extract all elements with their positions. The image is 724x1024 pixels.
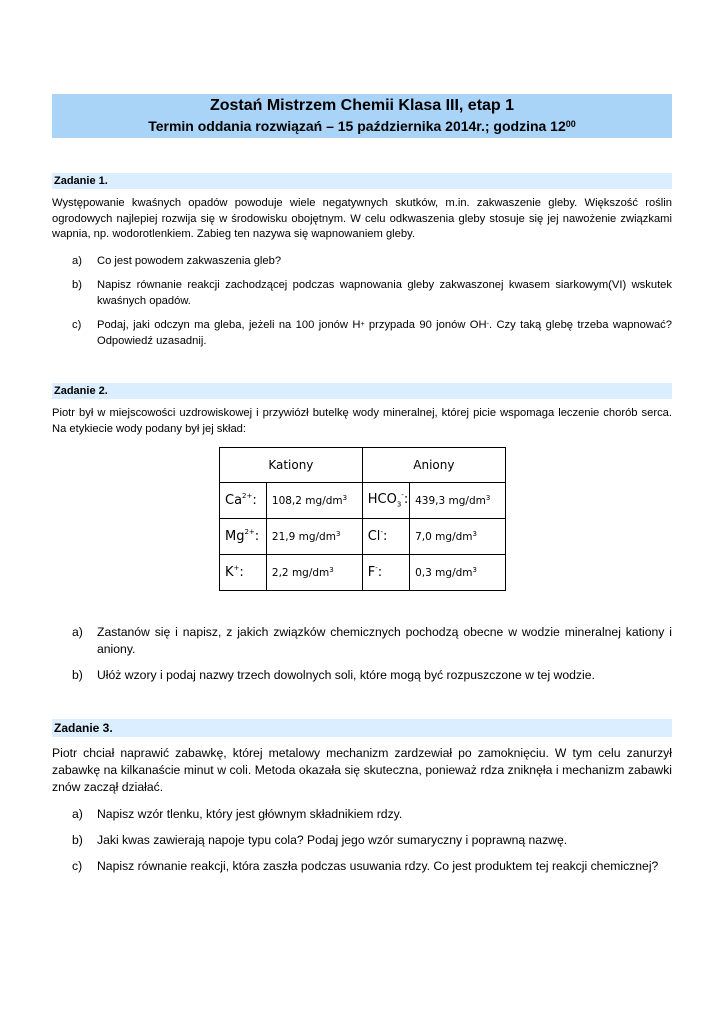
anion-value-cell: 439,3 $mg/dm^3$ (410, 483, 506, 519)
anion-cell: Cl-: (362, 519, 409, 555)
cation-value-cell: 21,9 $mg/dm^3$ (266, 519, 362, 555)
task1-question-a: a) Co jest powodem zakwaszenia gleb? (72, 255, 282, 267)
task1-heading: Zadanie 1. (52, 173, 672, 189)
task2-intro: Piotr był w miejscowości uzdrowiskowej i przywiózł butelkę wody mineralnej, której picie wspomaga leczenie chorób serca. Na etykiecie wody podany był jej skład: (52, 407, 672, 435)
task3-question-b: b) Jaki kwas zawierają napoje typu cola? Podaj jego wzór sumaryczny i poprawną nazwę. (72, 833, 568, 847)
document-title: Zostań Mistrzem Chemii Klasa III, etap 1 (209, 97, 515, 114)
task2-question-a: a) Zastanów się i napisz, z jakich związków chemicznych pochodzą obecne w wodzie mineralnej kationy i aniony. (72, 625, 672, 656)
cation-cell: K+: (220, 555, 267, 591)
task1-question-c: c) Podaj, jaki odczyn ma gleba, jeżeli na 100 jonów H+ przypada 90 jonów OH-. Czy taką glebę trzeba wapnować? Odpowiedź uzasadnij. (72, 319, 672, 347)
anion-value-cell: 0,3 $mg/dm^3$ (410, 555, 506, 591)
table-row (220, 519, 506, 555)
task3-intro: Piotr chciał naprawić zabawkę, której metalowy mechanizm zardzewiał po zamoknięciu. W tym celu zanurzył zabawkę na kilkanaście minut w coli. Metoda okazała się skuteczna, ponieważ rdza zniknęła i mechanizm zabawki znów zaczął działać. (52, 746, 672, 794)
task2-question-b: b) Ułóż wzory i podaj nazwy trzech dowolnych soli, które mogą być rozpuszczone w tej wodzie. (72, 668, 595, 682)
table-row (220, 555, 506, 591)
cations-header: Kationy (220, 448, 363, 483)
cation-value-cell: 2,2 $mg/dm^3$ (266, 555, 362, 591)
task1-intro: Występowanie kwaśnych opadów powoduje wiele negatywnych skutków, m.in. zakwaszenie gleby. Większość roślin ogrodowych najlepiej rozwija się w środowisku obojętnym. W celu odkwaszenia gleby stosuje się jej nawożenie związkami wapnia, np. wodorotlenkiem. Zabieg ten nazywa się wapnowaniem gleby. (52, 197, 672, 240)
anion-cell: F-: (362, 555, 409, 591)
anion-value-cell: 7,0 $mg/dm^3$ (410, 519, 506, 555)
table-row (220, 483, 506, 519)
document-header (52, 94, 672, 138)
cation-cell: $Ca^{2+}$: (220, 483, 267, 519)
anions-header: Aniony (362, 448, 505, 483)
cation-cell: $Mg^{2+}$: (220, 519, 267, 555)
task2-heading: Zadanie 2. (52, 383, 672, 399)
mineral-composition-table (219, 447, 506, 591)
task3-heading: Zadanie 3. (52, 719, 672, 737)
cation-value-cell: 108,2 $mg/dm^3$ (266, 483, 362, 519)
anion-cell: $HCO_3^-$: (362, 483, 409, 519)
document-deadline: Termin oddania rozwiązań – 15 października 2014r.; godzina $12^{00}$ (148, 118, 576, 134)
task3-question-c: c) Napisz równanie reakcji, która zaszła podczas usuwania rdzy. Co jest produktem tej reakcji chemicznej? (72, 859, 659, 873)
task1-question-b: b) Napisz równanie reakcji zachodzącej podczas wapnowania gleby zakwaszonej kwasem siarkowym(VI) wskutek kwaśnych opadów. (72, 279, 672, 307)
task3-question-a: a) Napisz wzór tlenku, który jest głównym składnikiem rdzy. (72, 807, 403, 821)
